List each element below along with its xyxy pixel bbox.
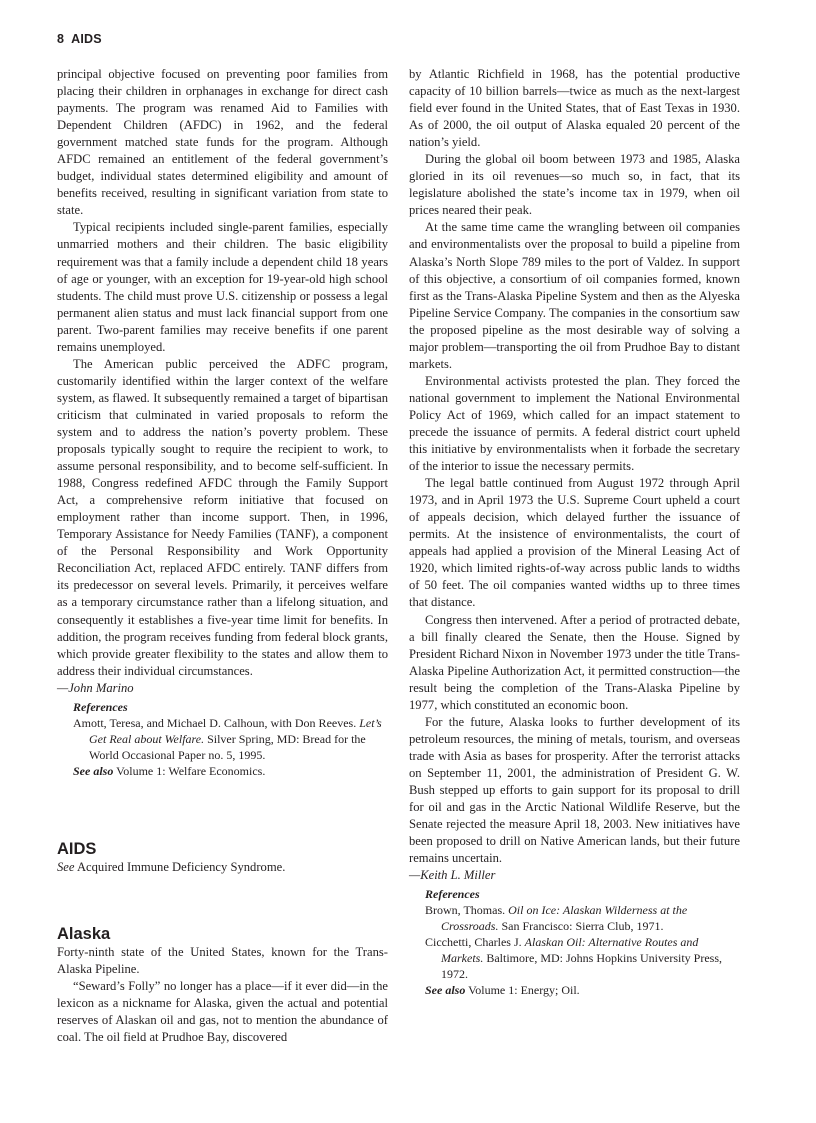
paragraph: Forty-ninth state of the United States, known for the Trans-Alaska Pipeline.	[57, 944, 388, 976]
see-also-label: See also	[73, 763, 114, 778]
see-also-text: Volume 1: Energy; Oil.	[465, 983, 580, 998]
reference-item	[425, 934, 740, 982]
left-column	[57, 66, 388, 1046]
paragraph: During the global oil boom between 1973 and 1985, Alaska gloried in its oil revenues—so much so, in fact, that its legislature abolished the state’s income tax in 1979, when oil prices neared their peak.	[409, 152, 740, 218]
ref-authors: Brown, Thomas.	[425, 903, 509, 918]
paragraph: by Atlantic Richfield in 1968, has the potential productive capacity of 10 billion barrels—twice as much as the next-largest field ever found in the United States, that of East Texas in 1930. As of 2000, the oil output of Alaska equaled 20 percent of the nation’s yield.	[409, 67, 740, 150]
ref-publication: San Francisco: Sierra Club, 1971.	[498, 919, 664, 934]
paragraph: The legal battle continued from August 1972 through April 1973, and in April 1973 the U.S. Supreme Court upheld a court of appeals decision, which delayed further the issuance of permits. At the insistence of environmentalists, the court of appeals had applied a provision of the Mineral Leasing Act of 1920, which limited rights-of-way across public lands to widths of 50 feet. The oil companies wanted widths up to three times that distance.	[409, 476, 740, 610]
references	[57, 699, 388, 779]
paragraph: For the future, Alaska looks to further development of its petroleum resources, the mining of metals, tourism, and overseas trade with Asia as bases for prosperity. After the terrorist attacks on September 11, 2001, the administration of President G. W. Bush stepped up efforts to gain support for its proposal to drill for oil and gas in the Arctic National Wildlife Reserve, but the Senate rejected the measure April 18, 2003. New initiatives have been proposed to drill on Native American lands, but their future remains uncertain.	[409, 714, 740, 866]
references-heading: References	[425, 887, 480, 902]
running-title: AIDS	[71, 32, 102, 46]
right-column	[409, 66, 740, 998]
reference-item	[73, 715, 388, 763]
ref-publication: Silver Spring, MD: Bread for the World Occasional Paper no. 5, 1995.	[89, 731, 366, 762]
ref-authors: Cicchetti, Charles J.	[425, 935, 525, 950]
see-also	[73, 763, 388, 779]
paragraph: “Seward’s Folly” no longer has a place—if it ever did—in the lexicon as a nickname for Alaska, given the actual and potential reserves of Alaskan oil and gas, not to mention the abundance of coal. The oil field at Prudhoe Bay, discovered	[57, 978, 388, 1045]
see-text: Acquired Immune Deficiency Syndrome.	[74, 859, 286, 874]
references-heading: References	[73, 699, 128, 714]
paragraph: The American public perceived the ADFC program, customarily identified within the larger context of the welfare system, as flawed. It subsequently remained a target of bipartisan criticism that culminated in varied proposals to reform the system and to address the nation’s poverty problem. These proposals typically sought to require the recipient to work, to assume personal responsibility, and to become self-sufficient. In 1988, Congress redefined AFDC through the Family Support Act, a comprehensive reform initiative that focused on employment rather than income support. Then, in 1996, Temporary Assistance for Needy Families (TANF), a component of the Personal Responsibility and Work Opportunity Reconciliation Act, replaced AFDC entirely. TANF differs from its predecessor on several levels. Primarily, it perceives welfare as a temporary circumstance rather than a lifelong situation, and consequently it establishes a five-year time limit for benefits. In addition, the program receives funding from federal block grants, which provide greater flexibility to the states and allow them to address their individual circumstances.	[57, 356, 388, 678]
paragraph: principal objective focused on preventing poor families from placing their children in orphanages in exchange for direct cash payments. The program was renamed Aid to Families with Dependent Children (AFDC) in 1962, and the federal government matched state funds for the program. Although AFDC remained an entitlement of the federal government’s budget, individual states determined eligibility and amount of benefits received, resulting in significant variation from state to state.	[57, 67, 388, 218]
ref-publication: Baltimore, MD: Johns Hopkins University Press, 1972.	[441, 951, 722, 982]
ref-title: Let’s Get Real about Welfare.	[89, 715, 382, 746]
entry-heading-aids: AIDS	[57, 839, 97, 858]
see-also-label: See also	[425, 983, 466, 998]
author-signature: —Keith L. Miller	[409, 868, 496, 883]
paragraph: Environmental activists protested the plan. They forced the national government to implement the National Environmental Policy Act of 1969, which called for an impact statement to precede the issuance of permits. A federal district court upheld this initiative by environmentalists when it forbade the secretary of the interior to issue the necessary permits.	[409, 373, 740, 474]
paragraph: At the same time came the wrangling between oil companies and environmentalists over the proposal to build a pipeline from Alaska’s North Slope 789 miles to the port of Valdez. In support of this objective, a consortium of oil companies formed, known first as the Trans-Alaska Pipeline System and then as the Alyeska Pipeline Service Company. The companies in the consortium saw the proposed pipeline as the most desirable way of solving a major problem—transporting the oil from Prudhoe Bay to distant markets.	[409, 220, 740, 371]
running-header	[57, 32, 102, 46]
reference-item	[425, 902, 740, 934]
paragraph: Typical recipients included single-parent families, especially unmarried mothers and their children. The basic eligibility requirement was that a family include a dependent child 18 years of age or younger, with an exception for 19-year-old high school students. The child must prove U.S. citizenship or possess a legal permanent alien status and must lack financial support from one parent. Two-parent families may receive benefits if one parent remains unemployed.	[57, 220, 388, 354]
page-number: 8	[57, 32, 65, 46]
see-also	[425, 982, 740, 998]
see-label: See	[57, 859, 75, 874]
paragraph: Congress then intervened. After a period of protracted debate, a bill finally cleared the Senate, then the House. Signed by President Richard Nixon in November 1973 under the title Trans-Alaska Pipeline Authorization Act, it permitted construction—the result being the completion of the Trans-Alaska Pipeline by 1977, which constituted an economic boon.	[409, 612, 740, 712]
author-signature: —John Marino	[57, 680, 134, 695]
ref-title: Oil on Ice: Alaskan Wilderness at the Crossroads.	[441, 903, 688, 934]
cross-reference	[57, 859, 388, 876]
ref-authors: Amott, Teresa, and Michael D. Calhoun, with Don Reeves.	[73, 715, 360, 730]
see-also-text: Volume 1: Welfare Economics.	[113, 763, 266, 778]
entry-heading-alaska: Alaska	[57, 924, 111, 943]
ref-title: Alaskan Oil: Alternative Routes and Markets.	[441, 935, 699, 966]
references	[409, 886, 740, 998]
